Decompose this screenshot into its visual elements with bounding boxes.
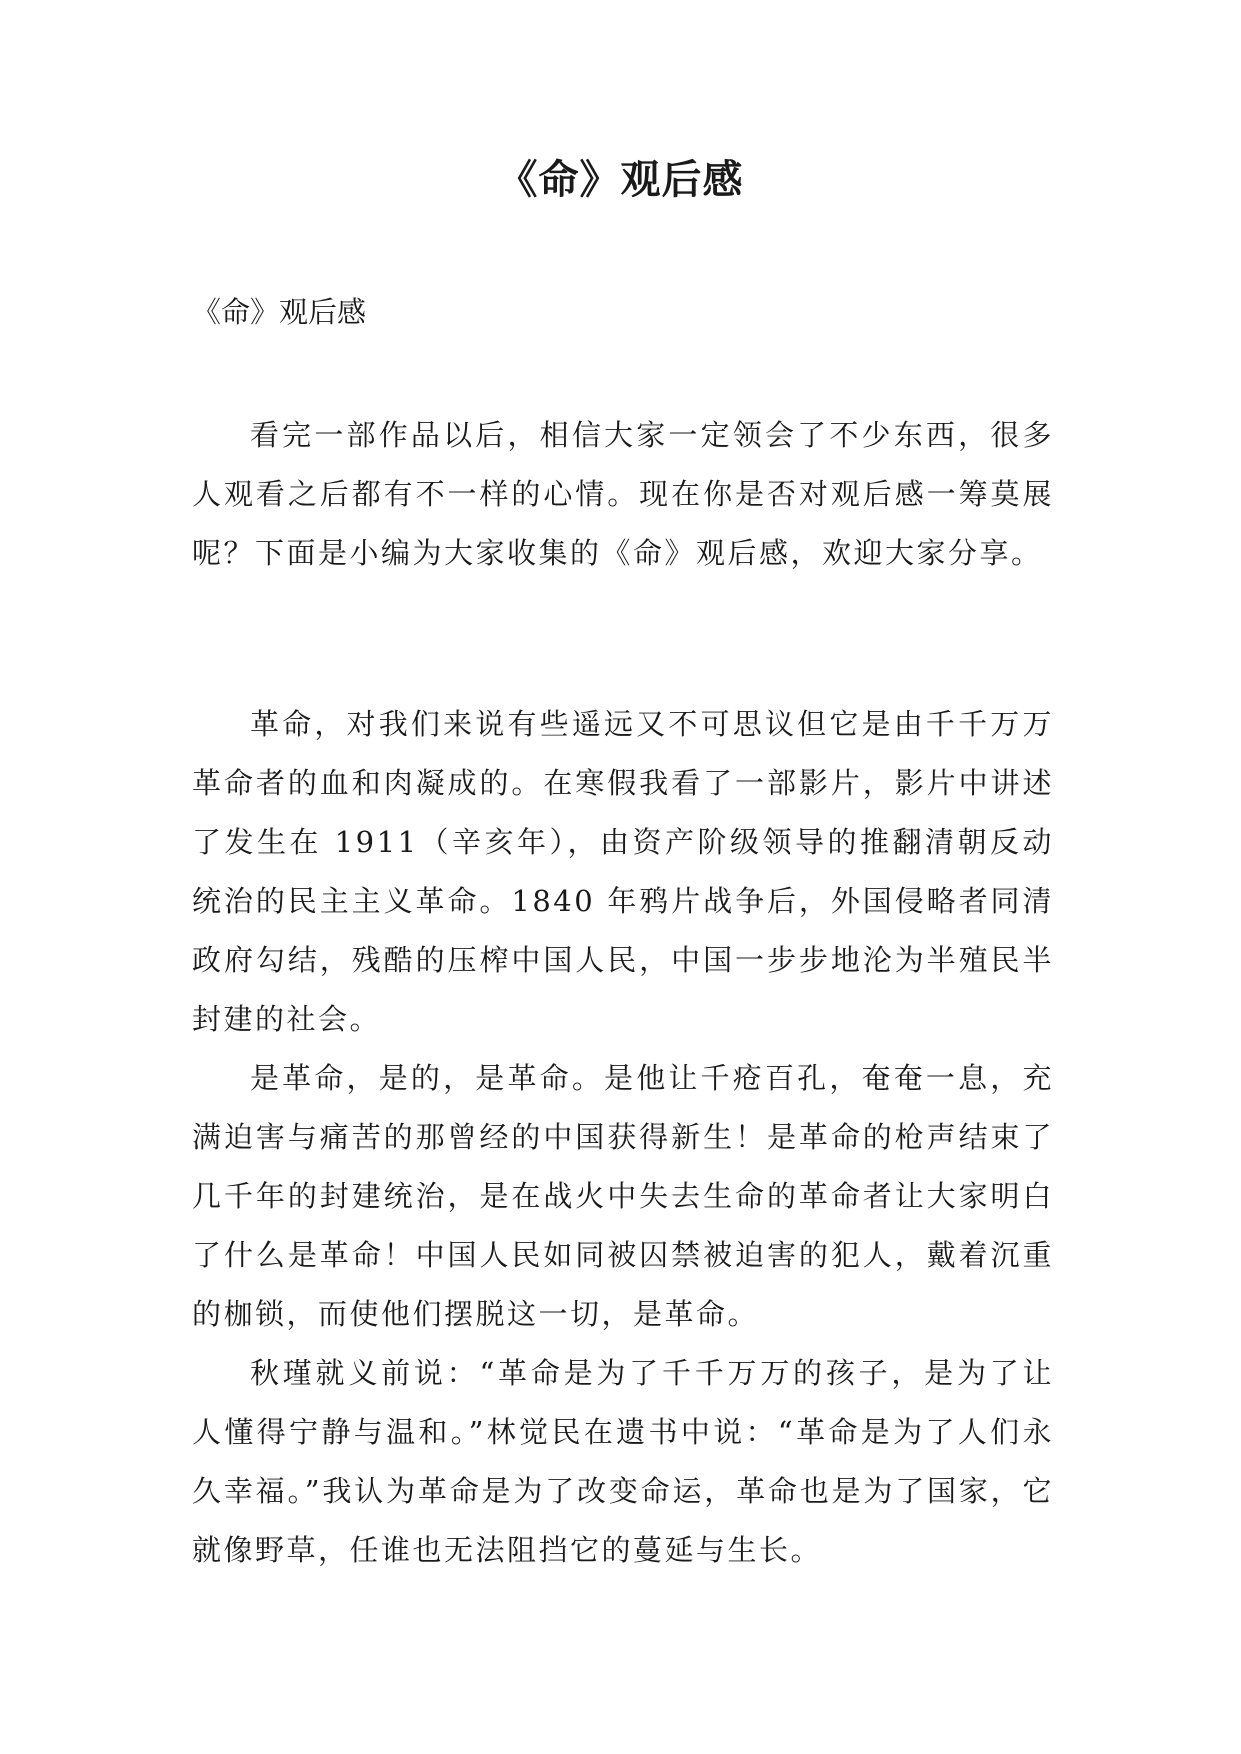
body-paragraph: 革命，对我们来说有些遥远又不可思议但它是由千千万万革命者的血和肉凝成的。在寒假我看了一部影片，影片中讲述了发生在 1911（辛亥年），由资产阶级领导的推翻清朝反动统治的民主主义革命。1840 年鸦片战争后，外国侵略者同清政府勾结，残酷的压榨中国人民，中国一步步地沦为半殖民半封建的社会。 [192, 707, 1054, 1036]
body-paragraph: 秋瑾就义前说：“革命是为了千千万万的孩子，是为了让人懂得宁静与温和。”林觉民在遗书中说：“革命是为了人们永久幸福。”我认为革命是为了改变命运，革命也是为了国家，它就像野草，任谁也无法阻挡它的蔓延与生长。 [192, 1356, 1054, 1567]
intro-block [192, 406, 1054, 583]
article-body [192, 695, 1054, 1580]
document-title: 《命》观后感 [497, 157, 744, 203]
body-paragraph: 是革命，是的，是革命。是他让千疮百孔，奄奄一息，充满迫害与痛苦的那曾经的中国获得新生！是革命的枪声结束了几千年的封建统治，是在战火中失去生命的革命者让大家明白了什么是革命！中国人民如同被囚禁被迫害的犯人，戴着沉重的枷锁，而使他们摆脱这一切，是革命。 [192, 1061, 1054, 1331]
intro-paragraph: 看完一部作品以后，相信大家一定领会了不少东西，很多人观看之后都有不一样的心情。现在你是否对观后感一筹莫展呢？下面是小编为大家收集的《命》观后感，欢迎大家分享。 [192, 418, 1054, 570]
document-subtitle: 《命》观后感 [192, 295, 367, 329]
